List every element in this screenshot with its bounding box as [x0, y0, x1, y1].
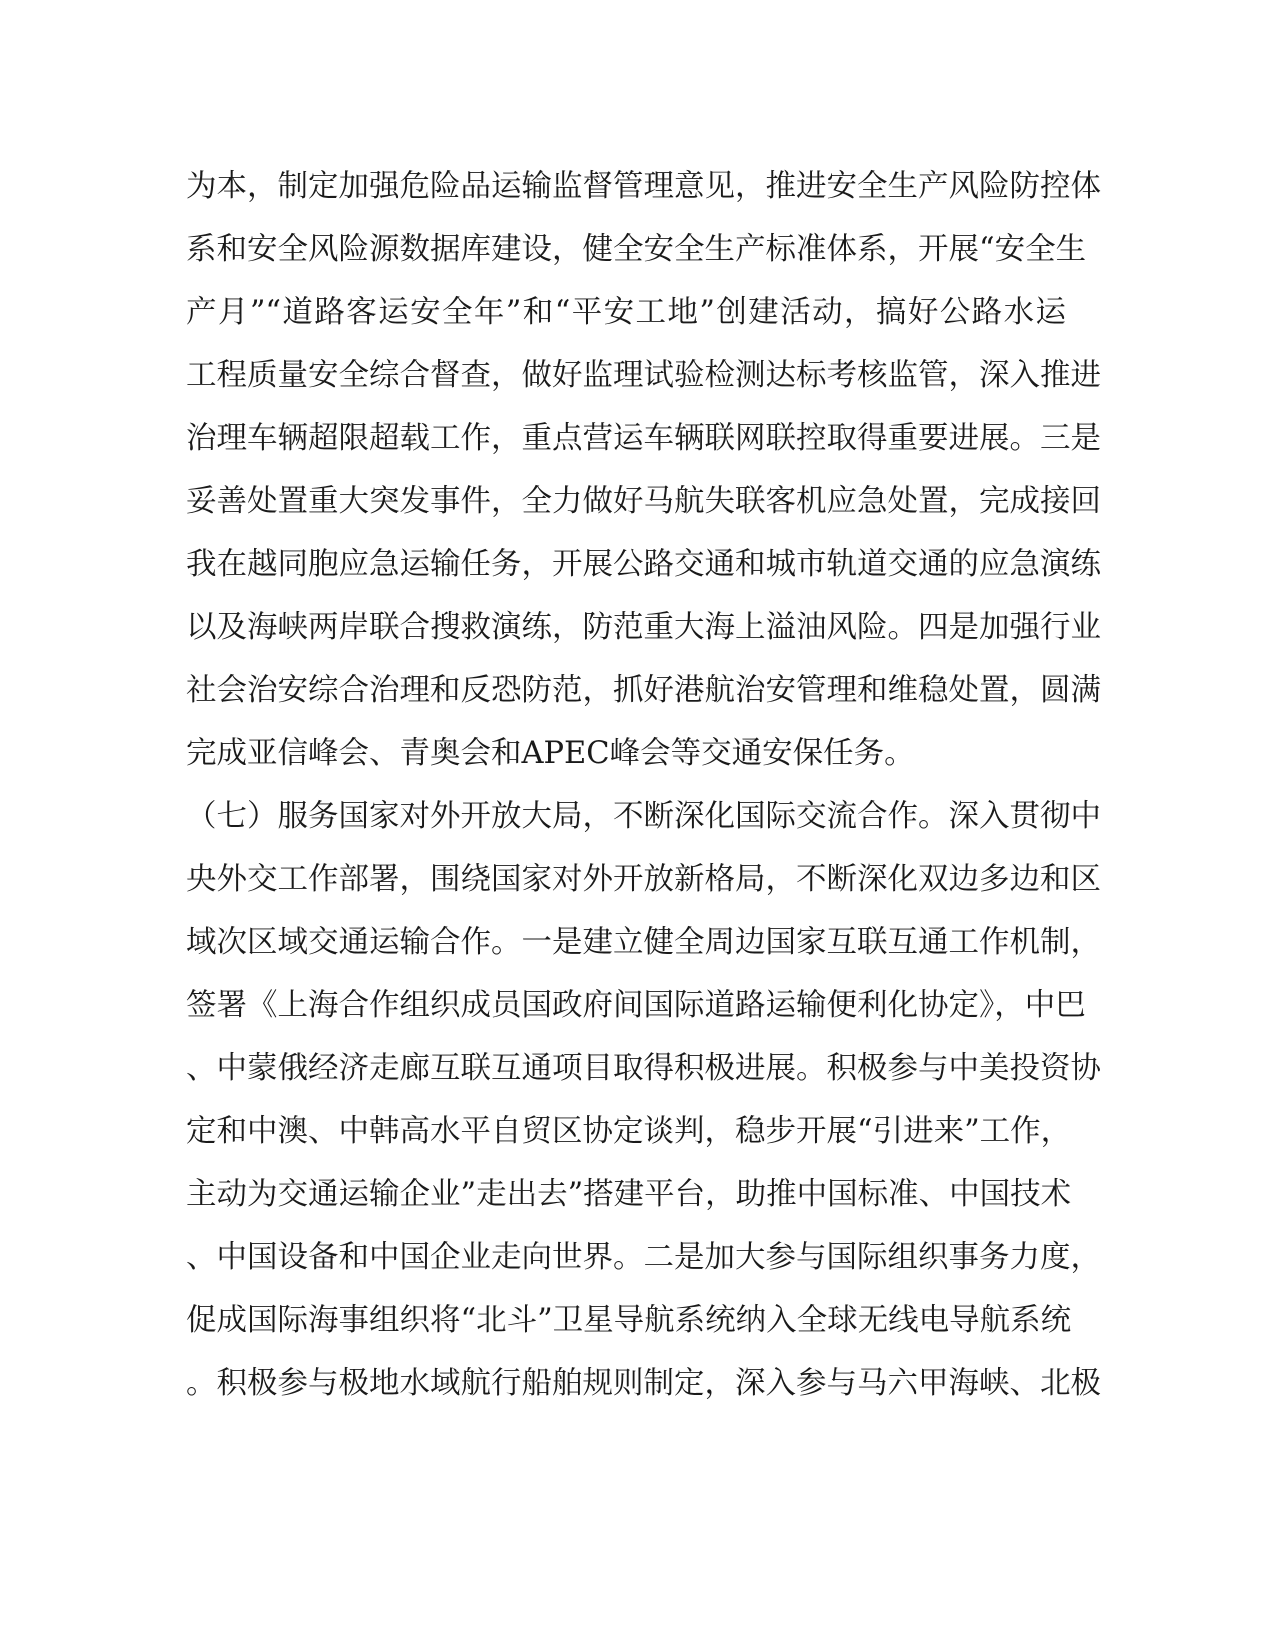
body-text	[186, 155, 1101, 1415]
text-line: 系和安全风险源数据库建设，健全安全生产标准体系，开展“安全生	[186, 232, 1087, 267]
text-line: 定和中澳、中韩高水平自贸区协定谈判，稳步开展“引进来”工作，	[186, 1114, 1072, 1149]
text-line: 产月”“道路客运安全年”和“平安工地”创建活动，搞好公路水运	[186, 295, 1066, 330]
text-line: 为本，制定加强危险品运输监督管理意见，推进安全生产风险防控体	[186, 169, 1101, 204]
paragraph-last-line: 完成亚信峰会、青奥会和APEC峰会等交通安保任务。	[186, 736, 915, 771]
text-line: 社会治安综合治理和反恐防范，抓好港航治安管理和维稳处置，圆满	[186, 673, 1101, 708]
text-line: 、中国设备和中国企业走向世界。二是加大参与国际组织事务力度，	[186, 1240, 1101, 1275]
section-heading-line: （七）服务国家对外开放大局，不断深化国际交流合作。深入贯彻中	[186, 799, 1101, 834]
text-line: 我在越同胞应急运输任务，开展公路交通和城市轨道交通的应急演练	[186, 547, 1101, 582]
text-line: 主动为交通运输企业”走出去”搭建平台，助推中国标准、中国技术	[186, 1177, 1072, 1212]
text-line: 央外交工作部署，围绕国家对外开放新格局，不断深化双边多边和区	[186, 862, 1101, 897]
text-line: 、中蒙俄经济走廊互联互通项目取得积极进展。积极参与中美投资协	[186, 1051, 1101, 1086]
text-line: 促成国际海事组织将“北斗”卫星导航系统纳入全球无线电导航系统	[186, 1303, 1072, 1338]
text-line: 治理车辆超限超载工作，重点营运车辆联网联控取得重要进展。三是	[186, 421, 1101, 456]
text-line: 签署《上海合作组织成员国政府间国际道路运输便利化协定》，中巴	[186, 988, 1086, 1023]
text-line: 工程质量安全综合督查，做好监理试验检测达标考核监管，深入推进	[186, 358, 1101, 393]
text-line: 域次区域交通运输合作。一是建立健全周边国家互联互通工作机制，	[186, 925, 1101, 960]
text-line: 妥善处置重大突发事件，全力做好马航失联客机应急处置，完成接回	[186, 484, 1101, 519]
text-line: 以及海峡两岸联合搜救演练，防范重大海上溢油风险。四是加强行业	[186, 610, 1101, 645]
text-line: 。积极参与极地水域航行船舶规则制定，深入参与马六甲海峡、北极	[186, 1366, 1101, 1401]
